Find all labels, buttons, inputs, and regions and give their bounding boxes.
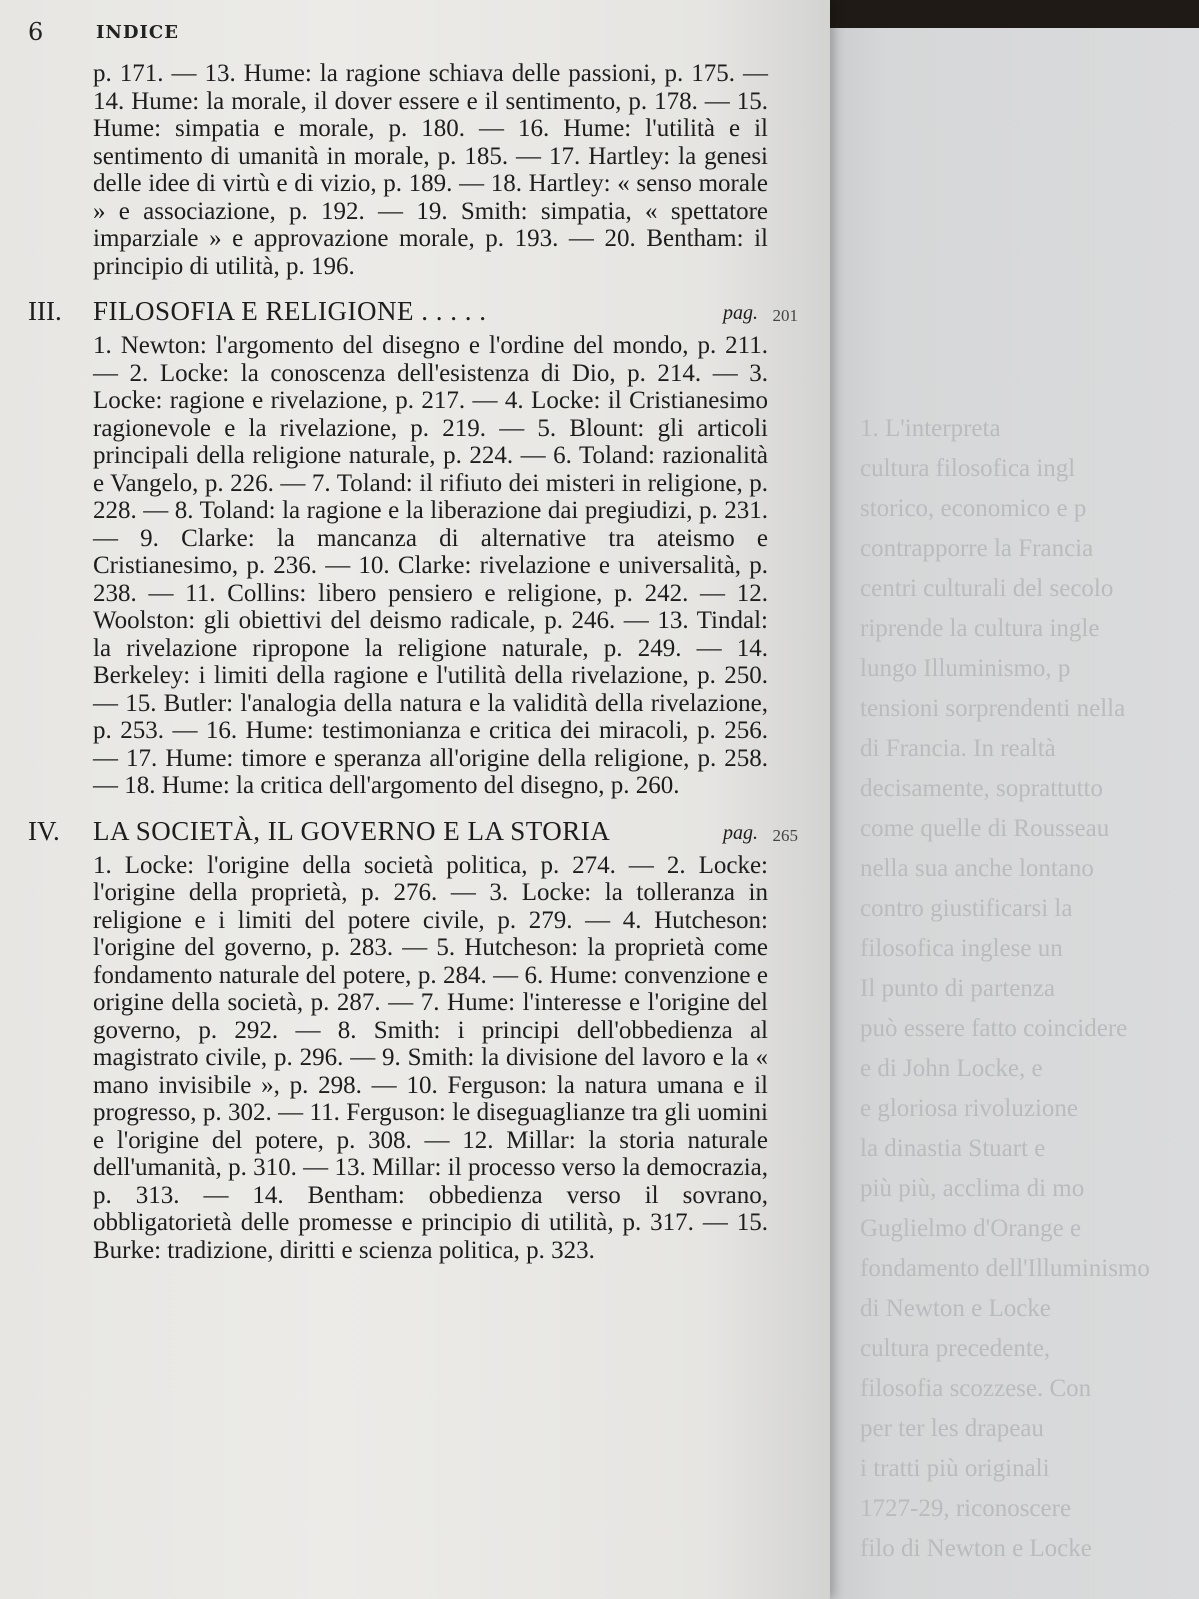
- facing-page-line: 1. L'interpreta: [860, 415, 1001, 442]
- facing-page: [810, 28, 1199, 1599]
- facing-page-line: cultura filosofica ingl: [860, 455, 1076, 482]
- facing-page-line: decisamente, soprattutto: [860, 775, 1103, 802]
- facing-page-line: più più, acclima di mo: [860, 1175, 1085, 1202]
- facing-page-line: centri culturali del secolo: [860, 575, 1114, 602]
- facing-page-line: la dinastia Stuart e: [860, 1135, 1046, 1162]
- facing-page-line: e di John Locke, e: [860, 1055, 1043, 1082]
- facing-page-line: i tratti più originali: [860, 1455, 1050, 1482]
- page-number: 6: [28, 18, 44, 46]
- continued-entries: p. 171. — 13. Hume: la ragione schiava delle passioni, p. 175. — 14. Hume: la morale, il dover essere e il sentimento, p. 178. — 15. Hume: simpatia e morale, p. 180. — 16. Hume: l'utilità e il sentimento di umanità in morale, p. 185. — 17. Hartley: la genesi delle idee di virtù e di vizio, p. 189. — 18. Hartley: « senso morale » e associazione, p. 192. — 19. Smith: simpatia, « spettatore imparziale » e approvazione morale, p. 193. — 20. Bentham: il principio di utilità, p. 196.: [93, 60, 768, 280]
- facing-page-line: contro giustificarsi la: [860, 895, 1073, 922]
- facing-page-line: di Newton e Locke: [860, 1295, 1051, 1322]
- facing-page-line: cultura precedente,: [860, 1335, 1051, 1362]
- facing-page-line: come quelle di Rousseau: [860, 815, 1110, 842]
- facing-page-line: storico, economico e p: [860, 495, 1087, 522]
- facing-page-line: nella sua anche lontano: [860, 855, 1094, 882]
- facing-page-line: Il punto di partenza: [860, 975, 1056, 1002]
- facing-page-line: fondamento dell'Illuminismo: [860, 1255, 1150, 1282]
- pag-label: pag.: [723, 821, 758, 844]
- facing-page-line: tensioni sorprendenti nella: [860, 695, 1126, 722]
- section-title: LA SOCIETÀ, IL GOVERNO E LA STORIA: [93, 815, 611, 846]
- facing-page-line: per ter les drapeau: [860, 1415, 1044, 1442]
- section-numeral: III.: [28, 296, 62, 326]
- facing-page-line: filosofia scozzese. Con: [860, 1375, 1092, 1402]
- section-heading: [28, 296, 798, 332]
- section-heading: [28, 815, 798, 852]
- section-iv: [28, 815, 798, 1265]
- facing-page-line: lungo Illuminismo, p: [860, 655, 1071, 682]
- section-title: FILOSOFIA E RELIGIONE . . . . .: [93, 296, 487, 326]
- section-page-number: 265: [772, 825, 798, 845]
- section-entries: 1. Locke: l'origine della società politica, p. 274. — 2. Locke: l'origine della proprietà, p. 276. — 3. Locke: la tolleranza in religione e i limiti del potere civile, p. 279. — 4. Hutcheson: l'origine del governo, p. 283. — 5. Hutcheson: la proprietà come fondamento naturale del potere, p. 284. — 6. Hume: convenzione e origine della società, p. 287. — 7. Hume: l'interesse e l'origine del governo, p. 292. — 8. Smith: i principi dell'obbedienza al magistrato civile, p. 296. — 9. Smith: la divisione del lavoro e la « mano invisibile », p. 298. — 10. Ferguson: la natura umana e il progresso, p. 302. — 11. Ferguson: le diseguaglianze tra gli uomini e l'origine del potere, p. 308. — 12. Millar: la storia naturale dell'umanità, p. 310. — 13. Millar: il processo verso la democrazia, p. 313. — 14. Bentham: obbedienza verso il sovrano, obbligatorietà delle promesse e principio di utilità, p. 317. — 15. Burke: tradizione, diritti e scienza politica, p. 323.: [93, 851, 768, 1264]
- section-entries: 1. Newton: l'argomento del disegno e l'ordine del mondo, p. 211. — 2. Locke: la conoscenza dell'esistenza di Dio, p. 214. — 3. Locke: ragione e rivelazione, p. 217. — 4. Locke: il Cristianesimo ragionevole e la rivelazione, p. 219. — 5. Blount: gli articoli principali della religione naturale, p. 224. — 6. Toland: razionalità e Vangelo, p. 226. — 7. Toland: il rifiuto dei misteri in religione, p. 228. — 8. Toland: la ragione e la liberazione dai pregiudizi, p. 231. — 9. Clarke: la mancanza di alternative tra ateismo e Cristianesimo, p. 236. — 10. Clarke: rivelazione e universalità, p. 238. — 11. Collins: libero pensiero e religione, p. 242. — 12. Woolston: gli obiettivi del deismo radicale, p. 246. — 13. Tindal: la rivelazione ripropone la religione naturale, p. 249. — 14. Berkeley: i limiti della ragione e l'utilità della rivelazione, p. 250. — 15. Butler: l'analogia della natura e la validità della rivelazione, p. 253. — 16. Hume: testimonianza e critica dei miracoli, p. 256. — 17. Hume: timore e speranza all'origine della religione, p. 258. — 18. Hume: la critica dell'argomento del disegno, p. 260.: [93, 332, 768, 799]
- section-page-number: 201: [772, 306, 798, 325]
- index-content: [28, 60, 798, 1264]
- facing-page-line: può essere fatto coincidere: [860, 1015, 1128, 1042]
- facing-page-line: contrapporre la Francia: [860, 535, 1094, 562]
- section-iii: [28, 296, 798, 800]
- facing-page-line: riprende la cultura ingle: [860, 615, 1100, 642]
- facing-page-line: filosofica inglese un: [860, 935, 1063, 962]
- facing-page-line: Guglielmo d'Orange e: [860, 1215, 1082, 1242]
- facing-page-line: filo di Newton e Locke: [860, 1535, 1092, 1562]
- header-title: INDICE: [96, 22, 179, 43]
- facing-page-line: 1727-29, riconoscere: [860, 1495, 1072, 1522]
- facing-page-line: di Francia. In realtà: [860, 735, 1056, 762]
- pag-label: pag.: [723, 302, 758, 324]
- facing-page-line: e gloriosa rivoluzione: [860, 1095, 1078, 1122]
- section-numeral: IV.: [28, 815, 60, 846]
